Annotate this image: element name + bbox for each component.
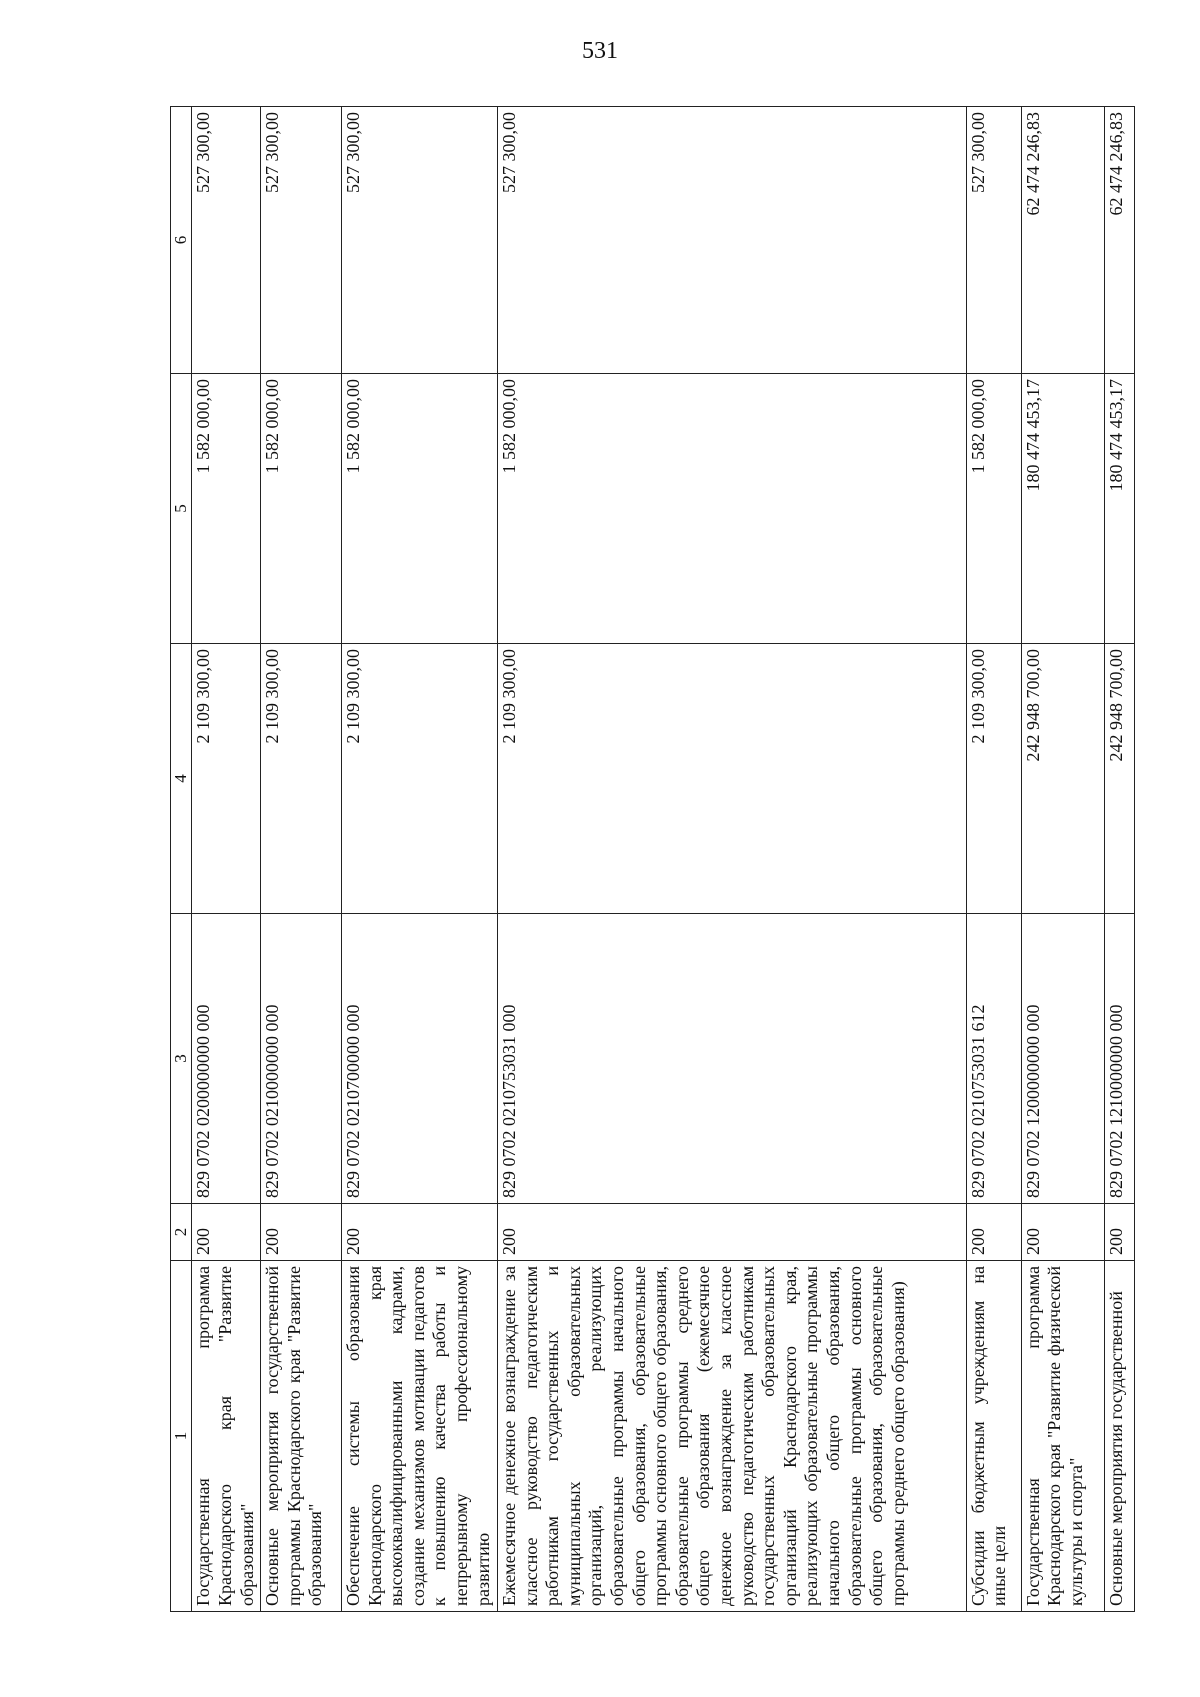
table-row bbox=[498, 107, 967, 1612]
column-header: 1 bbox=[171, 1261, 192, 1612]
row-col6: 62 474 246,83 bbox=[1104, 107, 1134, 374]
column-header: 3 bbox=[171, 914, 192, 1204]
row-col6: 62 474 246,83 bbox=[1021, 107, 1104, 374]
row-col6: 527 300,00 bbox=[192, 107, 261, 374]
row-col4: 2 109 300,00 bbox=[192, 644, 261, 914]
row-code: 200 bbox=[1104, 1204, 1134, 1261]
rotated-table-container bbox=[170, 107, 1135, 1612]
table-row bbox=[1021, 107, 1104, 1612]
row-code: 200 bbox=[342, 1204, 498, 1261]
row-col5: 1 582 000,00 bbox=[966, 374, 1021, 644]
column-header: 4 bbox=[171, 644, 192, 914]
table-row bbox=[342, 107, 498, 1612]
table-row bbox=[261, 107, 342, 1612]
row-col6: 527 300,00 bbox=[342, 107, 498, 374]
row-code: 200 bbox=[966, 1204, 1021, 1261]
column-header: 6 bbox=[171, 107, 192, 374]
row-col5: 180 474 453,17 bbox=[1104, 374, 1134, 644]
row-name: Субсидии бюджетным учреждениям на иные цели bbox=[966, 1261, 1021, 1612]
table-row bbox=[966, 107, 1021, 1612]
header-row bbox=[171, 107, 192, 1612]
table-row bbox=[1104, 107, 1134, 1612]
row-name: Ежемесячное денежное вознаграждение за классное руководство педагогическим работникам государственных и муниципальных образовательных организаций, реализующих образовательные программы начального общего образования, образовательные программы основного общего образования, образовательные программы среднего общего образования (ежемесячное денежное вознаграждение за классное руководство педагогическим работникам государственных образовательных организаций Краснодарского края, реализующих образовательные программы начального общего образования, образовательные программы основного общего образования, образовательные программы среднего общего образования) bbox=[498, 1261, 967, 1612]
row-kbk: 829 0702 1200000000 000 bbox=[1021, 914, 1104, 1204]
page-number: 531 bbox=[582, 38, 618, 64]
row-name: Основные мероприятия государственной bbox=[1104, 1261, 1134, 1612]
row-kbk: 829 0702 0200000000 000 bbox=[192, 914, 261, 1204]
column-header: 5 bbox=[171, 374, 192, 644]
row-col4: 242 948 700,00 bbox=[1021, 644, 1104, 914]
row-col5: 180 474 453,17 bbox=[1021, 374, 1104, 644]
row-name: Государственная программа Краснодарского края "Развитие физической культуры и спорта" bbox=[1021, 1261, 1104, 1612]
row-col4: 2 109 300,00 bbox=[966, 644, 1021, 914]
row-col6: 527 300,00 bbox=[261, 107, 342, 374]
row-col5: 1 582 000,00 bbox=[342, 374, 498, 644]
row-kbk: 829 0702 1210000000 000 bbox=[1104, 914, 1134, 1204]
row-kbk: 829 0702 0210753031 612 bbox=[966, 914, 1021, 1204]
row-kbk: 829 0702 0210753031 000 bbox=[498, 914, 967, 1204]
row-col5: 1 582 000,00 bbox=[192, 374, 261, 644]
row-col4: 2 109 300,00 bbox=[342, 644, 498, 914]
row-col5: 1 582 000,00 bbox=[261, 374, 342, 644]
row-col4: 2 109 300,00 bbox=[261, 644, 342, 914]
table-row bbox=[192, 107, 261, 1612]
row-code: 200 bbox=[1021, 1204, 1104, 1261]
budget-table bbox=[170, 106, 1135, 1612]
row-col6: 527 300,00 bbox=[966, 107, 1021, 374]
row-code: 200 bbox=[192, 1204, 261, 1261]
row-code: 200 bbox=[498, 1204, 967, 1261]
row-col6: 527 300,00 bbox=[498, 107, 967, 374]
row-kbk: 829 0702 0210700000 000 bbox=[342, 914, 498, 1204]
row-kbk: 829 0702 0210000000 000 bbox=[261, 914, 342, 1204]
column-header: 2 bbox=[171, 1204, 192, 1261]
row-name: Государственная программа Краснодарского края "Развитие образования" bbox=[192, 1261, 261, 1612]
row-col4: 242 948 700,00 bbox=[1104, 644, 1134, 914]
row-name: Основные мероприятия государственной программы Краснодарского края "Развитие образования" bbox=[261, 1261, 342, 1612]
row-col5: 1 582 000,00 bbox=[498, 374, 967, 644]
row-name: Обеспечение системы образования Краснодарского края высококвалифицированными кадрами, создание механизмов мотивации педагогов к повышению качества работы и непрерывному профессиональному развитию bbox=[342, 1261, 498, 1612]
row-col4: 2 109 300,00 bbox=[498, 644, 967, 914]
row-code: 200 bbox=[261, 1204, 342, 1261]
